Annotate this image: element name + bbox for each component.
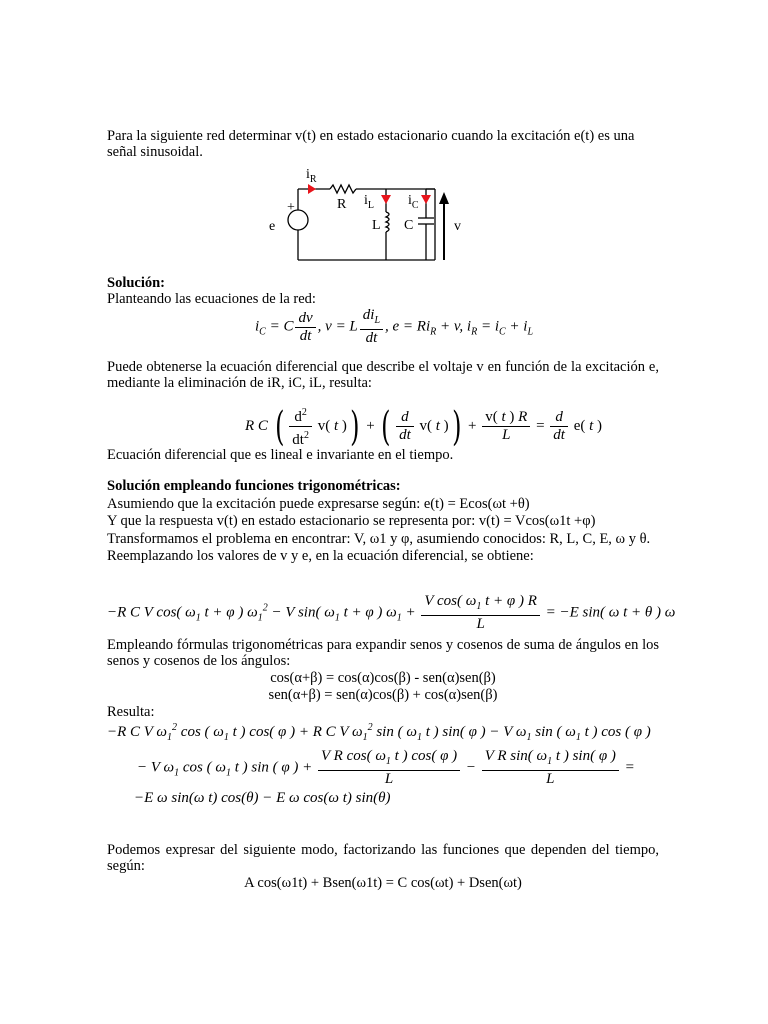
intro-paragraph [107, 128, 659, 160]
ic-arrow-icon [421, 195, 431, 204]
trig-line-3: Transformamos el problema en encontrar: V, ω1 y φ, asumiendo conocidos: R, L, C, E, ω y θ. [107, 530, 651, 547]
label-plus: + [287, 200, 295, 215]
solucion-heading: Solución: [107, 275, 166, 291]
equation-expanded-line-1: −R C V $\omega_1^2$ cos ( $\omega_1$ t ) cos( φ ) + R C V $\omega_1^2$ sin ( $\omega_1$ t ) sin( φ ) − V $\omega_1$ sin ( $\omega_1$ t ) cos ( φ ) [107, 722, 651, 743]
v-arrow-icon [439, 192, 449, 204]
equation-network: $i_C = C$ $\frac{dv}{dt}$ , v = L $\frac{di_L}{dt}$ , $e = Ri_R + v$, $i_R = i_C + i_L$ [255, 307, 534, 346]
intro-line-2: señal sinusoidal. [107, 144, 203, 160]
equation-expanded-line-2: − V $\omega_1$ cos ( $\omega_1$ t ) sin ( φ ) + $\frac{V R \cos( \omega_1 t ) \cos( \varphi )}{L}$ − $\frac{V R \sin( \omega_1 t ) \sin( \varphi )}{L}$ = [137, 748, 635, 787]
identity-cos-sum: cos(α+β) = cos(α)cos(β) - sen(α)sen(β) [270, 670, 496, 686]
para-lineal: Ecuación diferencial que es lineal e invariante en el tiempo. [107, 447, 454, 463]
trig-section [107, 478, 659, 566]
equation-differential: R C ( $\frac{d^2}{dt^2}$ v( t )) + ( $\frac{d}{dt}$ v( t )) + $\frac{v( t ) R}{L}$ = $\frac{d}{dt}$ e( t ) [245, 403, 603, 450]
resistor-symbol [330, 185, 356, 193]
label-e: e [269, 219, 276, 234]
solucion-section [107, 275, 659, 307]
trig-heading: Solución empleando funciones trigonométricas: [107, 478, 401, 494]
para-factorizando: Podemos expresar del siguiente modo, factorizando las funciones que dependen del tiempo, según: [107, 842, 659, 874]
para-ecuacion-diferencial: Puede obtenerse la ecuación diferencial que describe el voltaje v en función de la excitación e, mediante la eliminación de iR, iC, iL, resulta: [107, 359, 659, 391]
para-trig-formulas: Empleando fórmulas trigonométricas para expandir senos y cosenos de suma de ángulos en los senos y cosenos de los ángulos: [107, 637, 659, 669]
trig-line-2: Y que la respuesta v(t) en estado estacionario se representa por: v(t) = Vcos(ω1t +φ) [107, 513, 596, 529]
label-r: R [337, 197, 347, 212]
intro-line-1: Para la siguiente red determinar v(t) en estado estacionario cuando la excitación e(t) es una [107, 128, 635, 144]
label-ir: $i_R$ [306, 167, 317, 185]
inductor-symbol [386, 212, 389, 232]
il-arrow-icon [381, 195, 391, 204]
label-ic: $i_C$ [408, 193, 419, 211]
equation-expanded-line-3: −E ω sin(ω t) cos(θ) − E ω cos(ω t) sin(θ) [134, 790, 391, 806]
ir-arrow-icon [308, 184, 316, 194]
solucion-text: Planteando las ecuaciones de la red: [107, 291, 316, 307]
equation-substituted: −R C V cos( $\omega_1$ t + φ ) $\omega_1^2 - V$ sin( $\omega_1$ t + φ ) $\omega_1$ + $\frac{V \cos( \omega_1 t + \varphi ) R}{L}$ = −E sin( ω t + θ ) ω [107, 593, 676, 632]
resulta-label: Resulta: [107, 704, 155, 720]
trig-line-1: Asumiendo que la excitación puede expresarse según: e(t) = Ecos(ωt +θ) [107, 495, 530, 512]
label-il: $i_L$ [364, 193, 374, 211]
equation-factorized: A cos(ω1t) + Bsen(ω1t) = C cos(ωt) + Dsen(ωt) [244, 875, 522, 891]
trig-line-4: Reemplazando los valores de v y e, en la ecuación diferencial, se obtiene: [107, 548, 534, 564]
identity-sen-sum: sen(α+β) = sen(α)cos(β) + cos(α)sen(β) [268, 687, 498, 703]
label-v: v [454, 219, 461, 234]
label-l: L [372, 218, 381, 233]
circuit-diagram [250, 164, 480, 264]
label-c: C [404, 218, 414, 233]
